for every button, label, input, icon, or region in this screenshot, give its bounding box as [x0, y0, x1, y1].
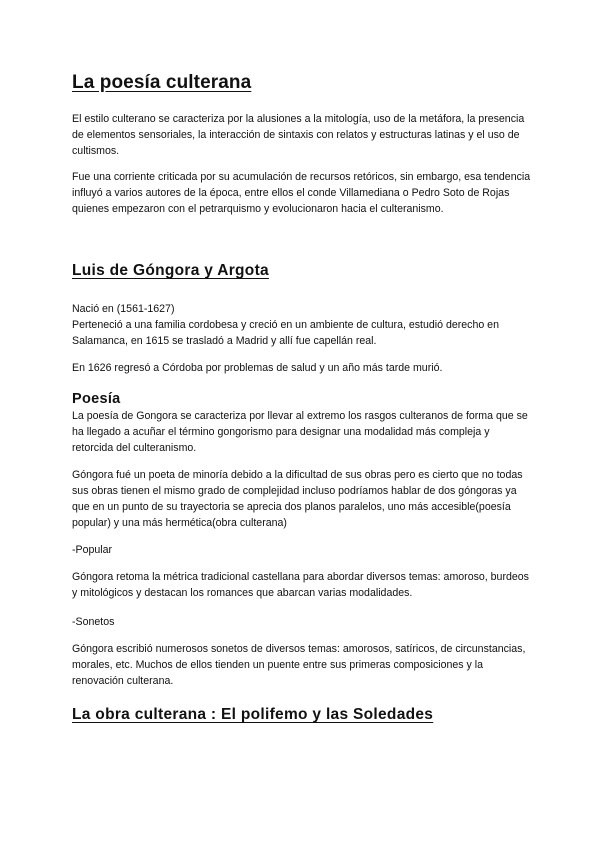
sonetos-label: -Sonetos: [72, 616, 115, 628]
biography-paragraph: Perteneció a una familia cordobesa y creció en un ambiente de cultura, estudió derecho en Salamanca, en 1615 se trasladó a Madrid y allí fue capellán real.: [72, 319, 499, 347]
popular-label: -Popular: [72, 544, 113, 556]
intro-paragraph-2: Fue una corriente criticada por su acumulación de recursos retóricos, sin embargo, esa tendencia influyó a varios autores de la época, entre ellos el conde Villamediana o Pedro Soto de Rojas quienes empezaron con el petrarquismo y evolucionaron hacia el culteranismo.: [72, 171, 531, 215]
death-paragraph: En 1626 regresó a Córdoba por problemas de salud y un año más tarde murió.: [72, 362, 443, 374]
intro-paragraph-1: El estilo culterano se caracteriza por la alusiones a la mitología, uso de la metáfora, la presencia de elementos sensoriales, la interacción de sintaxis con relatos y estructuras latinas y el uso de cultismos.: [72, 113, 525, 157]
birth-line: Nació en (1561-1627): [72, 303, 175, 315]
section-heading-gongora: Luis de Góngora y Argota: [72, 262, 269, 279]
poesia-paragraph-1: La poesía de Gongora se caracteriza por llevar al extremo los rasgos culteranos de forma que se ha llegado a acuñar el término gongorismo para designar una modalidad más compleja y retorcida del culteranismo.: [72, 410, 528, 454]
poesia-paragraph-2: Góngora fué un poeta de minoría debido a la dificultad de sus obras pero es cierto que no todas sus obras tienen el mismo grado de complejidad incluso podríamos hablar de dos góngoras ya que en un punto de su trayectoria se aprecia dos planos paralelos, uno más accesible(poesía popular) y una más hermética(obra culterana): [72, 469, 523, 529]
section-heading-obra-culterana: La obra culterana : El polifemo y las Soledades: [72, 706, 434, 723]
section-heading-poesia: Poesía: [72, 391, 121, 407]
document-title: La poesía culterana: [72, 72, 252, 93]
popular-paragraph: Góngora retoma la métrica tradicional castellana para abordar diversos temas: amoroso, burdeos y mitológicos y destacan los romances que abarcan varias modalidades.: [72, 571, 529, 599]
sonetos-paragraph: Góngora escribió numerosos sonetos de diversos temas: amorosos, satíricos, de circunstancias, morales, etc. Muchos de ellos tienden un puente entre sus primeras composiciones y la renovación culterana.: [72, 643, 526, 687]
